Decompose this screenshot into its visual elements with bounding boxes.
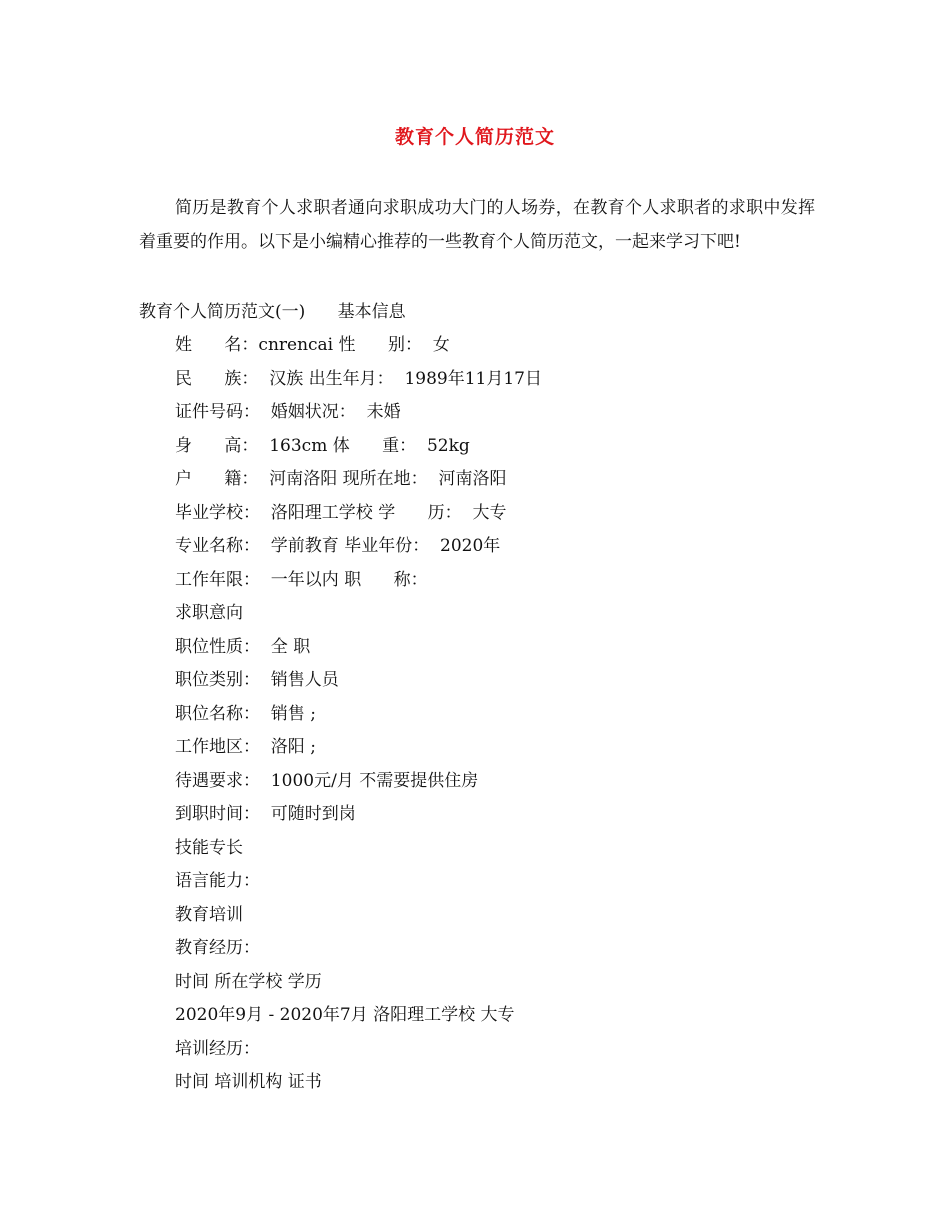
resume-line: 身 高： 163cm 体 重： 52kg — [175, 435, 470, 456]
resume-line: 技能专长 — [175, 837, 243, 858]
resume-line: 到职时间： 可随时到岗 — [175, 804, 356, 824]
resume-line: 时间 所在学校 学历 — [175, 971, 322, 992]
resume-line: 时间 培训机构 证书 — [175, 1072, 322, 1092]
resume-line: 专业名称： 学前教育 毕业年份： 2020年 — [175, 536, 501, 556]
intro-paragraph: 简历是教育个人求职者通向求职成功大门的人场券，在教育个人求职者的求职中发挥着重要的作用。以下是小编精心推荐的一些教育个人简历范文，一起来学习下吧! — [139, 198, 815, 252]
document-title: 教育个人简历范文 — [394, 126, 555, 148]
resume-line: 工作年限： 一年以内 职 称： — [175, 569, 428, 590]
resume-line: 培训经历： — [175, 1038, 260, 1059]
resume-lines — [175, 329, 875, 1100]
resume-line: 职位名称： 销售 ; — [175, 703, 316, 724]
resume-line: 职位类别： 销售人员 — [175, 670, 339, 690]
resume-line: 求职意向 — [175, 603, 243, 623]
resume-line: 姓 名：cnrencai 性 别： 女 — [175, 335, 450, 355]
resume-line: 证件号码： 婚姻状况： 未婚 — [175, 402, 401, 422]
resume-line: 毕业学校： 洛阳理工学校 学 历： 大专 — [175, 502, 507, 523]
resume-line: 工作地区： 洛阳 ; — [175, 737, 316, 757]
resume-line: 户 籍： 河南洛阳 现所在地： 河南洛阳 — [175, 469, 507, 489]
section-heading: 教育个人简历范文(一) 基本信息 — [139, 302, 406, 322]
resume-line: 教育培训 — [175, 904, 243, 925]
resume-line: 教育经历： — [175, 938, 260, 958]
resume-line: 2020年9月 - 2020年7月 洛阳理工学校 大专 — [175, 1005, 515, 1025]
resume-line: 待遇要求： 1000元/月 不需要提供住房 — [175, 770, 479, 791]
resume-line: 语言能力： — [175, 871, 260, 891]
resume-line: 民 族： 汉族 出生年月： 1989年11月17日 — [175, 368, 542, 389]
resume-line: 职位性质： 全 职 — [175, 636, 311, 657]
